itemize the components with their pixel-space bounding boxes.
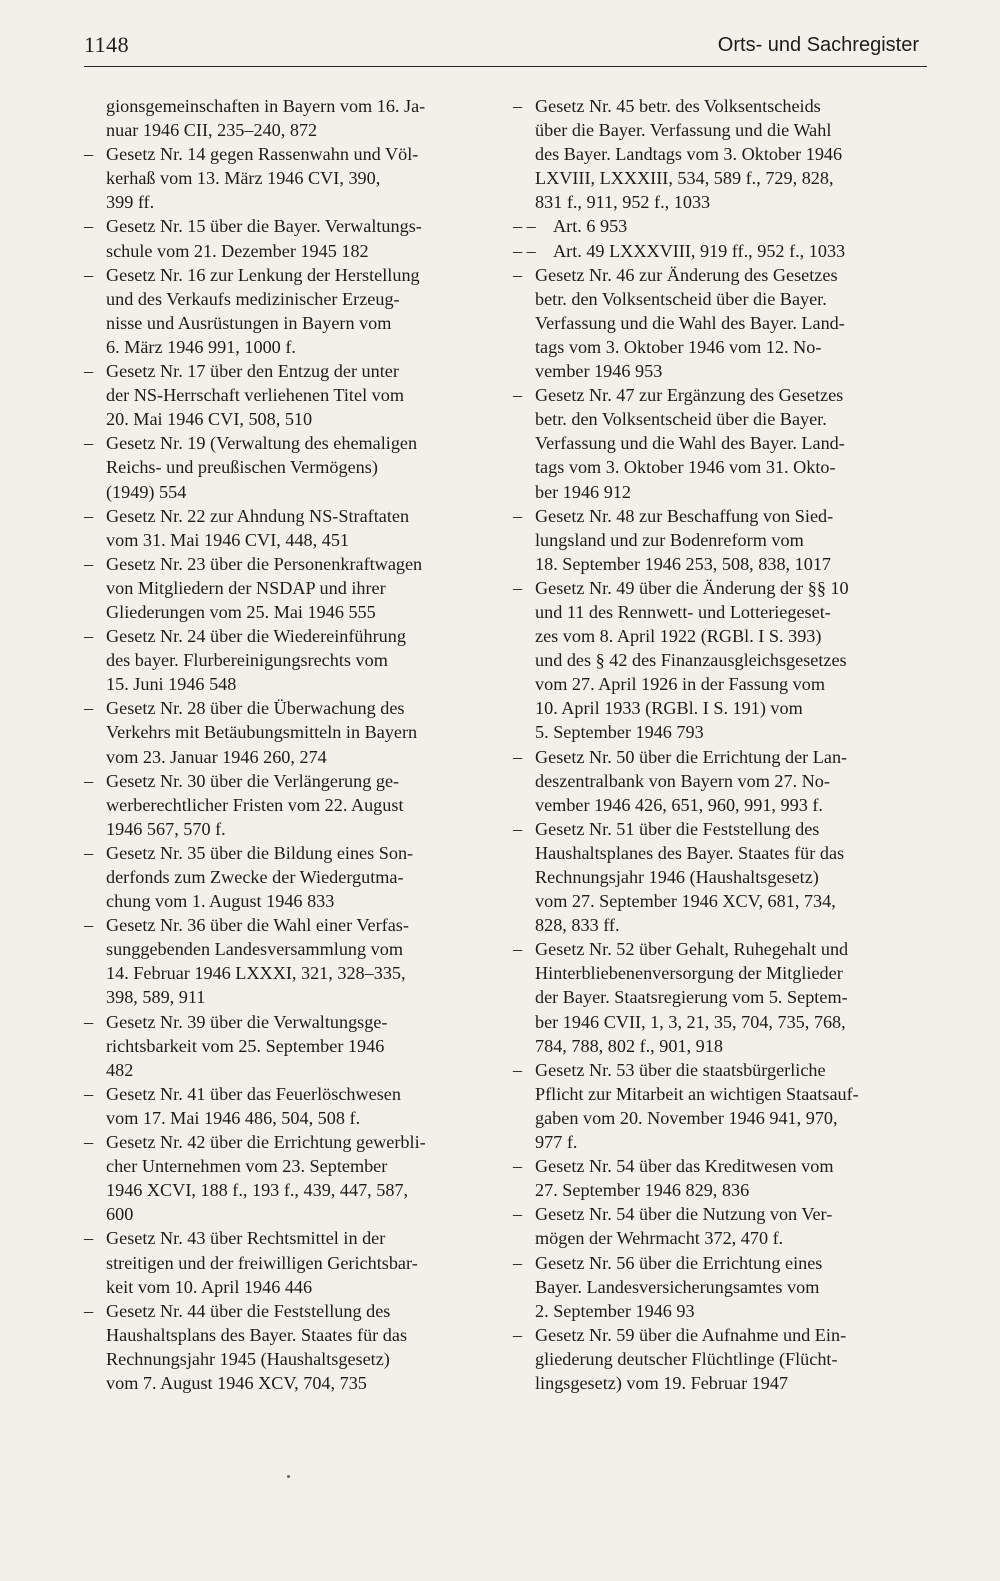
entry-line: Gesetz Nr. 51 über die Feststellung des: [535, 818, 820, 839]
index-entry: [84, 696, 489, 768]
entry-dash: –: [84, 553, 94, 574]
entry-line: Gesetz Nr. 49 über die Änderung der §§ 10: [535, 577, 849, 598]
entry-line: Gesetz Nr. 16 zur Lenkung der Herstellung: [106, 264, 420, 285]
index-entry: [513, 504, 918, 576]
entry-dash: –: [84, 915, 94, 936]
index-entry: [84, 142, 489, 214]
entry-dash: –: [513, 1324, 523, 1345]
entry-line: des bayer. Flurbereinigungsrechts vom: [106, 650, 388, 671]
entry-dash: –: [513, 1252, 523, 1273]
entry-dash: –: [513, 96, 523, 116]
entry-line: Verkehrs mit Betäubungsmitteln in Bayern: [106, 722, 418, 743]
entry-dash: –: [513, 1204, 523, 1225]
entry-line: streitigen und der freiwilligen Gerichtsbar-: [106, 1252, 418, 1273]
entry-dash: –: [513, 505, 523, 526]
entry-line: Gliederungen vom 25. Mai 1946 555: [106, 601, 376, 622]
entry-line: Gesetz Nr. 45 betr. des Volksentscheids: [535, 96, 821, 116]
entry-dash: –: [84, 1011, 94, 1032]
entry-line: 1946 567, 570 f.: [106, 818, 226, 839]
entry-dash: –: [84, 1083, 94, 1104]
entry-line: und des Verkaufs medizinischer Erzeug-: [106, 288, 400, 309]
index-entry: [513, 214, 918, 238]
entry-dash: –: [84, 842, 94, 863]
entry-line: richtsbarkeit vom 25. September 1946: [106, 1035, 385, 1056]
entry-dash: –: [513, 939, 523, 960]
index-entry: [513, 576, 918, 745]
entry-line: 1946 XCVI, 188 f., 193 f., 439, 447, 587,: [106, 1180, 409, 1201]
entry-line: gliederung deutscher Flüchtlinge (Flücht-: [535, 1348, 838, 1369]
entry-line: und des § 42 des Finanzausgleichsgesetzes: [535, 650, 847, 671]
index-entry: [84, 263, 489, 359]
entry-line: Haushaltsplanes des Bayer. Staates für das: [535, 842, 845, 863]
entry-line: Gesetz Nr. 46 zur Änderung des Gesetzes: [535, 264, 838, 285]
entry-line: lingsgesetz) vom 19. Februar 1947: [535, 1372, 789, 1393]
entry-dash: –: [513, 746, 523, 767]
entry-line: 20. Mai 1946 CVI, 508, 510: [106, 409, 313, 430]
entry-dash: –: [84, 626, 94, 647]
entry-line: 18. September 1946 253, 508, 838, 1017: [535, 553, 832, 574]
entry-line: Gesetz Nr. 22 zur Ahndung NS-Straftaten: [106, 505, 410, 526]
entry-line: zes vom 8. April 1922 (RGBl. I S. 393): [535, 626, 822, 647]
entry-line: deszentralbank von Bayern vom 27. No-: [535, 770, 830, 791]
page-number: 1148: [84, 32, 130, 57]
entry-line: des Bayer. Landtags vom 3. Oktober 1946: [535, 144, 843, 165]
entry-line: Gesetz Nr. 24 über die Wiedereinführung: [106, 626, 406, 647]
index-entry: [513, 1323, 918, 1395]
entry-line: vember 1946 953: [535, 361, 663, 382]
entry-line: Gesetz Nr. 17 über den Entzug der unter: [106, 361, 399, 382]
entry-line: vember 1946 426, 651, 960, 991, 993 f.: [535, 794, 823, 815]
entry-line: Gesetz Nr. 48 zur Beschaffung von Sied-: [535, 505, 834, 526]
page-header: [84, 32, 927, 67]
entry-line: betr. den Volksentscheid über die Bayer.: [535, 409, 827, 430]
entry-line: vom 17. Mai 1946 486, 504, 508 f.: [106, 1107, 361, 1128]
entry-line: gaben vom 20. November 1946 941, 970,: [535, 1107, 838, 1128]
index-entry: [84, 1226, 489, 1298]
entry-line: (1949) 554: [106, 481, 187, 502]
right-column: [513, 94, 918, 1395]
entry-dash: –: [84, 433, 94, 454]
entry-line: Gesetz Nr. 30 über die Verlängerung ge-: [106, 770, 400, 791]
entry-line: Gesetz Nr. 50 über die Errichtung der Lan-: [535, 746, 848, 767]
entry-line: 398, 589, 911: [106, 987, 206, 1008]
entry-dash: –: [513, 1156, 523, 1177]
entry-line: keit vom 10. April 1946 446: [106, 1276, 313, 1297]
index-entry: [84, 552, 489, 624]
index-entry: [513, 1251, 918, 1323]
entry-line: chung vom 1. August 1946 833: [106, 891, 335, 912]
entry-line: derfonds zum Zwecke der Wiedergutma-: [106, 867, 404, 887]
index-entry: [513, 239, 918, 263]
entry-line: 977 f.: [535, 1132, 578, 1153]
entry-line: 5. September 1946 793: [535, 722, 704, 743]
index-entry: [84, 769, 489, 841]
entry-line: Verfassung und die Wahl des Bayer. Land-: [535, 433, 845, 454]
entry-line: werberechtlicher Fristen vom 22. August: [106, 794, 404, 815]
entry-line: gionsgemeinschaften in Bayern vom 16. Ja-: [106, 96, 426, 116]
entry-line: Pflicht zur Mitarbeit an wichtigen Staatsauf-: [535, 1083, 859, 1104]
entry-line: 399 ff.: [106, 192, 155, 213]
entry-line: 15. Juni 1946 548: [106, 674, 237, 695]
entry-line: nuar 1946 CII, 235–240, 872: [106, 120, 318, 141]
entry-line: 27. September 1946 829, 836: [535, 1180, 750, 1201]
index-entry: [84, 624, 489, 696]
left-column: [84, 94, 489, 1395]
entry-line: Gesetz Nr. 42 über die Errichtung gewerbli-: [106, 1132, 426, 1153]
entry-line: Bayer. Landesversicherungsamtes vom: [535, 1276, 820, 1297]
entry-dash: –: [84, 1228, 94, 1249]
entry-line: ber 1946 912: [535, 481, 631, 502]
entry-line: Gesetz Nr. 47 zur Ergänzung des Gesetzes: [535, 385, 844, 406]
entry-dash: –: [84, 144, 94, 165]
entry-line: nisse und Ausrüstungen in Bayern vom: [106, 312, 392, 333]
entry-line: 828, 833 ff.: [535, 915, 620, 936]
entry-line: Rechnungsjahr 1945 (Haushaltsgesetz): [106, 1348, 390, 1369]
entry-dash: – –: [513, 240, 536, 261]
entry-line: tags vom 3. Oktober 1946 vom 31. Okto-: [535, 457, 836, 478]
entry-line: kerhaß vom 13. März 1946 CVI, 390,: [106, 168, 381, 189]
entry-line: Gesetz Nr. 28 über die Überwachung des: [106, 698, 405, 719]
entry-line: schule vom 21. Dezember 1945 182: [106, 240, 369, 261]
entry-line: 2. September 1946 93: [535, 1300, 695, 1321]
entry-line: Gesetz Nr. 41 über das Feuerlöschwesen: [106, 1083, 401, 1104]
entry-line: 600: [106, 1204, 134, 1225]
entry-line: Gesetz Nr. 54 über die Nutzung von Ver-: [535, 1204, 833, 1225]
entry-dash: –: [513, 818, 523, 839]
entry-line: 10. April 1933 (RGBl. I S. 191) vom: [535, 698, 803, 719]
entry-line: sunggebenden Landesversammlung vom: [106, 939, 403, 960]
entry-line: der Bayer. Staatsregierung vom 5. Septem-: [535, 987, 848, 1008]
entry-line: Gesetz Nr. 36 über die Wahl einer Verfas-: [106, 915, 409, 936]
index-entry: [84, 841, 489, 913]
entry-line: vom 7. August 1946 XCV, 704, 735: [106, 1372, 367, 1393]
entry-line: Gesetz Nr. 44 über die Feststellung des: [106, 1300, 391, 1321]
entry-line: Gesetz Nr. 15 über die Bayer. Verwaltungs-: [106, 216, 422, 237]
index-entry: [84, 94, 489, 142]
entry-line: Verfassung und die Wahl des Bayer. Land-: [535, 312, 845, 333]
index-entry: [84, 1130, 489, 1226]
index-entry: [513, 1058, 918, 1154]
entry-line: Gesetz Nr. 19 (Verwaltung des ehemaligen: [106, 433, 418, 454]
running-head: Orts- und Sachregister: [717, 34, 919, 56]
entry-line: cher Unternehmen vom 23. September: [106, 1156, 388, 1177]
entry-line: LXVIII, LXXXIII, 534, 589 f., 729, 828,: [535, 168, 834, 189]
entry-dash: –: [513, 577, 523, 598]
entry-line: Gesetz Nr. 14 gegen Rassenwahn und Völ-: [106, 144, 419, 165]
entry-line: betr. den Volksentscheid über die Bayer.: [535, 288, 827, 309]
entry-line: 482: [106, 1059, 134, 1080]
entry-line: lungsland und zur Bodenreform vom: [535, 529, 804, 550]
entry-line: tags vom 3. Oktober 1946 vom 12. No-: [535, 336, 822, 357]
entry-dash: –: [84, 361, 94, 382]
entry-line: ber 1946 CVII, 1, 3, 21, 35, 704, 735, 768,: [535, 1011, 846, 1032]
entry-line: 6. März 1946 991, 1000 f.: [106, 336, 296, 357]
index-entry: [513, 263, 918, 383]
entry-line: von Mitgliedern der NSDAP und ihrer: [106, 577, 386, 598]
entry-line: Gesetz Nr. 53 über die staatsbürgerliche: [535, 1059, 826, 1080]
index-entry: [513, 1154, 918, 1202]
entry-line: Gesetz Nr. 56 über die Errichtung eines: [535, 1252, 823, 1273]
entry-line: mögen der Wehrmacht 372, 470 f.: [535, 1228, 784, 1249]
index-entry: [84, 913, 489, 1009]
speck-mark: [287, 1475, 290, 1478]
entry-line: der NS-Herrschaft verliehenen Titel vom: [106, 385, 404, 406]
entry-line: Haushaltsplans des Bayer. Staates für das: [106, 1324, 408, 1345]
entry-dash: –: [84, 264, 94, 285]
index-entry: [513, 817, 918, 937]
entry-line: Reichs- und preußischen Vermögens): [106, 457, 378, 478]
entry-dash: – –: [513, 216, 536, 237]
entry-line: Gesetz Nr. 35 über die Bildung eines Son-: [106, 842, 414, 863]
entry-line: vom 23. Januar 1946 260, 274: [106, 746, 327, 767]
entry-line: über die Bayer. Verfassung und die Wahl: [535, 120, 832, 141]
entry-dash: –: [513, 1059, 523, 1080]
entry-line: Gesetz Nr. 52 über Gehalt, Ruhegehalt und: [535, 939, 849, 960]
entry-line: Hinterbliebenenversorgung der Mitglieder: [535, 963, 843, 984]
index-entry: [84, 359, 489, 431]
entry-dash: –: [84, 1132, 94, 1153]
index-entry: [84, 431, 489, 503]
index-entry: [513, 745, 918, 817]
entry-line: 784, 788, 802 f., 901, 918: [535, 1035, 723, 1056]
entry-line: vom 27. September 1946 XCV, 681, 734,: [535, 891, 836, 912]
entry-line: Gesetz Nr. 59 über die Aufnahme und Ein-: [535, 1324, 847, 1345]
index-entry: [513, 383, 918, 503]
entry-line: und 11 des Rennwett- und Lotteriegeset-: [535, 601, 831, 622]
entry-dash: –: [513, 264, 523, 285]
entry-dash: –: [513, 385, 523, 406]
index-entry: [84, 1010, 489, 1082]
entry-line: Art. 6 953: [553, 216, 628, 237]
entry-line: Gesetz Nr. 39 über die Verwaltungsge-: [106, 1011, 388, 1032]
entry-line: vom 31. Mai 1946 CVI, 448, 451: [106, 529, 350, 550]
index-entry: [513, 1202, 918, 1250]
entry-line: Rechnungsjahr 1946 (Haushaltsgesetz): [535, 867, 819, 887]
entry-line: 14. Februar 1946 LXXXI, 321, 328–335,: [106, 963, 406, 984]
entry-line: Gesetz Nr. 23 über die Personenkraftwagen: [106, 553, 423, 574]
entry-line: vom 27. April 1926 in der Fassung vom: [535, 674, 825, 695]
index-entry: [513, 937, 918, 1057]
index-entry: [513, 94, 918, 214]
index-entry: [84, 504, 489, 552]
index-entry: [84, 1082, 489, 1130]
entry-dash: –: [84, 770, 94, 791]
entry-line: Gesetz Nr. 54 über das Kreditwesen vom: [535, 1156, 834, 1177]
entry-dash: –: [84, 1300, 94, 1321]
entry-line: Gesetz Nr. 43 über Rechtsmittel in der: [106, 1228, 386, 1249]
entry-dash: –: [84, 216, 94, 237]
entry-line: Art. 49 LXXXVIII, 919 ff., 952 f., 1033: [553, 240, 846, 261]
entry-line: 831 f., 911, 952 f., 1033: [535, 192, 711, 213]
entry-dash: –: [84, 505, 94, 526]
index-entry: [84, 1299, 489, 1395]
index-entry: [84, 214, 489, 262]
entry-dash: –: [84, 698, 94, 719]
